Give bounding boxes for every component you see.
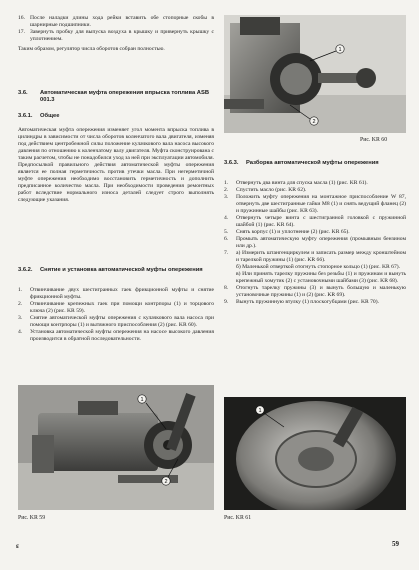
step-text: Отогнуть тарелку пружины (3) и вынуть большую и маленькую установочные пружины (1) и (2) (рис. KR 69).: [236, 285, 406, 298]
svg-text:2: 2: [312, 119, 316, 125]
section-heading-3-6-3: 3.6.3. Разборка автоматической муфты опережения: [224, 160, 379, 166]
step-number: 7.: [224, 250, 229, 256]
list-item: [224, 180, 406, 187]
figure-callout-label: [336, 45, 344, 53]
left-top-list: [18, 15, 214, 53]
figure-kr60-photo: [224, 15, 406, 133]
step-text: в) Или принять тарелку пружины без резьбы (1) и пружинам и вынуть крепежный хомутик (2) с установочными шайбами (3) (рис. KR 68).: [236, 271, 406, 284]
disassembly-steps: [224, 180, 406, 306]
step-text: Отвернуть два винта для спуска масла (1) (рис. KR 61).: [236, 180, 368, 186]
section-heading-3-6: 3.6. Автоматическая муфта опережения впрыска топлива ASB 001.3: [18, 90, 210, 103]
section-heading-3-6-2: 3.6.2. Снятие и установка автоматической муфты опережения: [18, 267, 203, 273]
step-text: б) Маленькой отверткой отогнуть стопорное кольцо (1) (рис. KR 67).: [236, 264, 401, 270]
list-item: [18, 15, 214, 29]
step-number: 3.: [18, 315, 23, 321]
step-number: 4.: [18, 329, 23, 335]
step-text: После наладки длины хода рейки вставить обе стопорные скобы в шарнирные подшипники.: [30, 15, 214, 28]
instruction-list: [224, 180, 406, 306]
step-text: Снять корпус (1) и уплотнение (2) (рис. KR 65).: [236, 229, 350, 235]
removal-steps: [18, 287, 214, 343]
list-item: [224, 250, 406, 264]
list-item: [224, 236, 406, 250]
instruction-list: [18, 287, 214, 343]
svg-text:1: 1: [338, 47, 342, 53]
step-text: Отвинчивание двух шестигранных гаек фрикционной муфты и снятие фрикционной муфты.: [30, 287, 214, 300]
step-number: 6.: [224, 236, 229, 242]
list-item: [18, 301, 214, 315]
step-number: 8.: [224, 285, 229, 291]
instruction-list: [18, 15, 214, 43]
list-item: [224, 194, 406, 215]
figure-kr61-caption: Рис. KR 61: [224, 515, 252, 521]
list-item: [224, 271, 406, 285]
step-text: Снятие автоматической муфты опережения с кулачкового вала насоса при помощи контрпоры (1) и вытяжного приспособления (2) (рис. KR 60).: [30, 315, 214, 328]
step-number: 2.: [18, 301, 23, 307]
step-number: [224, 264, 236, 271]
footer-mark: ɛ: [16, 542, 19, 550]
list-item: [224, 264, 406, 271]
step-number: 9.: [224, 299, 229, 305]
svg-text:1: 1: [258, 408, 262, 414]
list-item: [224, 187, 406, 194]
step-number: 17.: [18, 29, 25, 35]
figure-callout-label: [138, 395, 146, 403]
step-number: 1.: [224, 180, 229, 186]
step-text: Промыть автоматическую муфту опережения (промывным бензином или др.).: [236, 236, 406, 249]
step-text: а) Измерить штангенциркулем и записать размер между кронштейном и тарелкой пружины (1) (рис. KR 66).: [236, 250, 406, 263]
list-item: [18, 29, 214, 43]
list-item: [224, 299, 406, 306]
step-number: 3.: [224, 194, 229, 200]
step-text: Положить муфту опережения на монтажное приспособление W 87, отвернуть две шестигранные гайки M8 (1) и снять ведущий фланец (2) и пружинные шайбы (рис. KR 63).: [236, 194, 406, 214]
list-item: [224, 229, 406, 236]
step-number: 2.: [224, 187, 229, 193]
step-number: 5.: [224, 229, 229, 235]
page-number: 59: [392, 540, 399, 548]
svg-text:2: 2: [164, 479, 168, 485]
step-number: 4.: [224, 215, 229, 221]
figure-kr59-caption: Рис. KR 59: [18, 515, 46, 521]
list-item: [18, 287, 214, 301]
step-number: 1.: [18, 287, 23, 293]
list-item: [18, 329, 214, 343]
list-item: [224, 285, 406, 299]
step-text: Спустить масло (рис. KR 62).: [236, 187, 307, 193]
step-text: Отвернуть четыре винта с шестигранной головкой с пружинной шайбой (1) (рис. KR 64).: [236, 215, 406, 228]
figure-kr60-caption: Рис. KR 60: [360, 137, 388, 143]
list-item: [18, 315, 214, 329]
figure-kr61-photo: [224, 397, 406, 510]
step-text: Завернуть пробку для выпуска воздуха в крышку и привернуть крышку с уплотнением.: [30, 29, 214, 42]
figure-callout-label: [256, 406, 264, 414]
closing-paragraph: Таким образом, регулятор числа оборотов собран полностью.: [18, 46, 165, 52]
step-text: Вынуть пружинную втулку (1) плоскогубцами (рис. KR 70).: [236, 299, 379, 305]
general-paragraph: Автоматическая муфта опережения изменяет угол момента впрыска топлива в цилиндры в зависимости от числа оборотов коленчатого вала двигателя, изменяя под действием центробежной силы положение кулачкового вала насоса высокого давления по отношению к коленчатому валу двигателя. Муфта сконструирована с таким расчетом, чтобы не понадобился уход за ней при эксплуатации автомобиля. Предпосылкой правильного действия автоматической муфты опережения является ее полная герметичность против утечки масла. При негерметичной муфте опережения необходимо восстановить герметичность и дополнить предписанное количество масла. При необходимости проведения ремонтных работ вследствие нормального износа деталей следует строго выполнять следующие указания.: [18, 127, 214, 203]
step-number: 16.: [18, 15, 25, 21]
figure-callout-label: [310, 117, 318, 125]
step-text: Отвинчивание крепежных гаек при помощи контрпоры (1) и торцового ключа (2) (рис. KR 59).: [30, 301, 214, 314]
list-item: [224, 215, 406, 229]
svg-text:1: 1: [140, 397, 144, 403]
figure-callout-label: [162, 477, 170, 485]
step-text: Установка автоматической муфты опережения на насосе высокого давления производится в обратной последовательности.: [30, 329, 214, 342]
figure-kr59-photo: [18, 385, 214, 510]
section-heading-3-6-1: 3.6.1. Общее: [18, 113, 60, 119]
step-number: [224, 271, 236, 285]
